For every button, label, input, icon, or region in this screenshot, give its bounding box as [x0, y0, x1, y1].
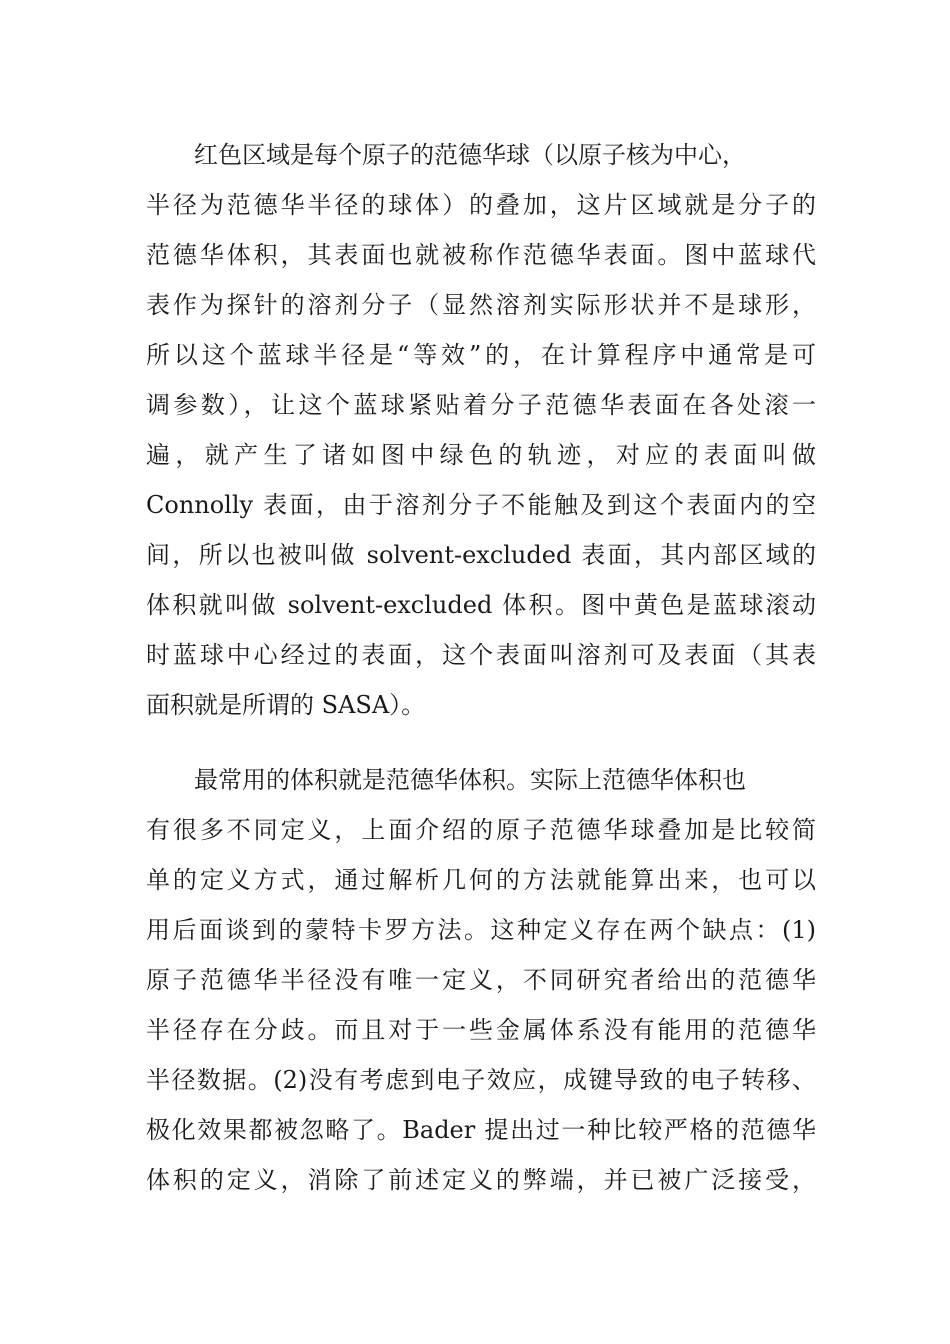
- paragraph-line: 用后面谈到的蒙特卡罗方法。这种定义存在两个缺点：(1): [146, 916, 816, 944]
- paragraph-line: 间，所以也被叫做 solvent-excluded 表面，其内部区域的: [146, 541, 816, 569]
- paragraph-line: 表作为探针的溶剂分子（显然溶剂实际形状并不是球形，: [146, 291, 816, 319]
- paragraph-line: 半径存在分歧。而且对于一些金属体系没有能用的范德华: [146, 1016, 816, 1044]
- paragraph-surfaces: [146, 130, 816, 730]
- paragraph-line: 范德华体积，其表面也就被称作范德华表面。图中蓝球代: [146, 241, 816, 269]
- paragraph-line: 半径为范德华半径的球体）的叠加，这片区域就是分子的: [146, 191, 816, 219]
- paragraph-line: 原子范德华半径没有唯一定义，不同研究者给出的范德华: [146, 966, 816, 994]
- paragraph-line: 单的定义方式，通过解析几何的方法就能算出来，也可以: [146, 866, 816, 894]
- paragraph-line: 面积就是所谓的 SASA）。: [146, 691, 426, 719]
- paragraph-line: 遍，就产生了诸如图中绿色的轨迹，对应的表面叫做: [146, 441, 816, 469]
- paragraph-line: 有很多不同定义，上面介绍的原子范德华球叠加是比较简: [146, 816, 816, 844]
- paragraph-line: 时蓝球中心经过的表面，这个表面叫溶剂可及表面（其表: [146, 641, 816, 669]
- paragraph-line: 体积就叫做 solvent-excluded 体积。图中黄色是蓝球滚动: [146, 591, 816, 619]
- paragraph-line: 红色区域是每个原子的范德华球（以原子核为中心，: [194, 141, 746, 169]
- paragraph-line: Connolly 表面，由于溶剂分子不能触及到这个表面内的空: [146, 491, 816, 519]
- paragraph-vdw-volume: [146, 755, 816, 1205]
- paragraph-line: 极化效果都被忽略了。Bader 提出过一种比较严格的范德华: [146, 1116, 816, 1144]
- paragraph-line: 半径数据。(2)没有考虑到电子效应，成键导致的电子转移、: [146, 1066, 816, 1094]
- paragraph-line: 最常用的体积就是范德华体积。实际上范德华体积也: [194, 766, 746, 794]
- paragraph-line: 体积的定义，消除了前述定义的弊端，并已被广泛接受，: [146, 1166, 816, 1194]
- paragraph-line: 调参数），让这个蓝球紧贴着分子范德华表面在各处滚一: [146, 391, 816, 419]
- paragraph-line: 所以这个蓝球半径是“等效”的，在计算程序中通常是可: [146, 341, 816, 369]
